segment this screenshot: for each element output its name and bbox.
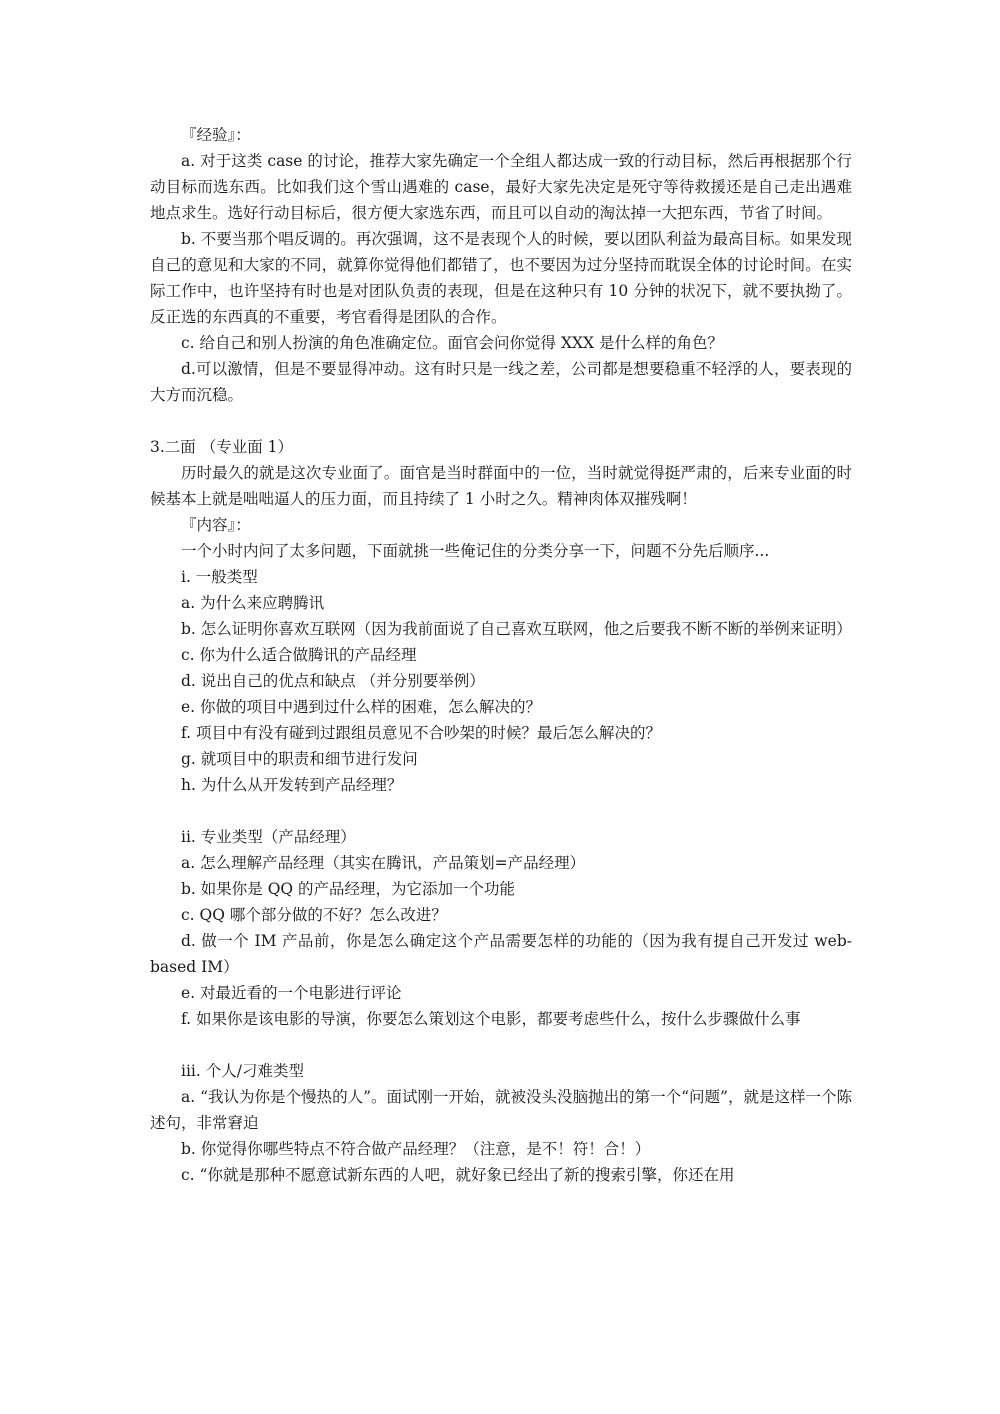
paragraph: h. 为什么从开发转到产品经理？ [181,776,403,794]
paragraph: iii. 个人/刁难类型 [181,1062,304,1080]
paragraph: f. 如果你是该电影的导演，你要怎么策划这个电影，都要考虑些什么，按什么步骤做什么事 [181,1010,801,1028]
paragraph: ii. 专业类型（产品经理） [181,828,356,846]
paragraph: c. QQ 哪个部分做的不好？怎么改进？ [181,906,447,924]
document-body [150,122,852,1188]
paragraph: d.可以激情，但是不要显得冲动。这有时只是一线之差，公司都是想要稳重不轻浮的人，要表现的大方而沉稳。 [150,360,852,404]
paragraph: b. 不要当那个唱反调的。再次强调，这不是表现个人的时候，要以团队利益为最高目标。如果发现自己的意见和大家的不同，就算你觉得他们都错了，也不要因为过分坚持而耽误全体的讨论时间。在实际工作中，也许坚持有时也是对团队负责的表现，但是在这种只有 10 分钟的状况下，就不要执拗了。反正选的东西真的不重要，考官看得是团队的合作。 [150,230,852,326]
paragraph: 『内容』： [181,516,251,534]
paragraph: b. 如果你是 QQ 的产品经理，为它添加一个功能 [181,880,516,898]
blank-line [150,408,852,434]
paragraph: f. 项目中有没有碰到过跟组员意见不合吵架的时候？最后怎么解决的？ [181,724,662,742]
paragraph: c. 给自己和别人扮演的角色准确定位。面官会问你觉得 XXX 是什么样的角色？ [181,334,723,352]
paragraph: 『经验』： [181,126,251,144]
blank-line [150,798,852,824]
paragraph: c. 你为什么适合做腾讯的产品经理 [181,646,417,664]
paragraph: e. 对最近看的一个电影进行评论 [181,984,402,1002]
paragraph: a. “我认为你是个慢热的人”。面试刚一开始，就被没头没脑抛出的第一个“问题”，就是这样一个陈述句，非常窘迫 [150,1088,852,1132]
paragraph: d. 说出自己的优点和缺点 （并分别要举例） [181,672,485,690]
paragraph: e. 你做的项目中遇到过什么样的困难，怎么解决的？ [181,698,542,716]
paragraph: g. 就项目中的职责和细节进行发问 [181,750,418,768]
paragraph: a. 怎么理解产品经理（其实在腾讯，产品策划=产品经理） [181,854,586,872]
paragraph: a. 对于这类 case 的讨论，推荐大家先确定一个全组人都达成一致的行动目标，然后再根据那个行动目标而选东西。比如我们这个雪山遇难的 case，最好大家先决定是死守等待救援还是自己走出遇难地点求生。选好行动目标后，很方便大家选东西，而且可以自动的淘汰掉一大把东西，节省了时间。 [150,152,852,222]
paragraph: d. 做一个 IM 产品前，你是怎么确定这个产品需要怎样的功能的（因为我有提自己开发过 web-based IM） [150,932,852,976]
paragraph: c. “你就是那种不愿意试新东西的人吧，就好象已经出了新的搜索引擎，你还在用 [181,1166,735,1184]
paragraph: b. 你觉得你哪些特点不符合做产品经理？（注意，是不！符！合！） [181,1140,651,1158]
paragraph: 历时最久的就是这次专业面了。面官是当时群面中的一位，当时就觉得挺严肃的，后来专业面的时候基本上就是咄咄逼人的压力面，而且持续了 1 小时之久。精神肉体双摧残啊！ [150,464,852,508]
paragraph: b. 怎么证明你喜欢互联网（因为我前面说了自己喜欢互联网，他之后要我不断不断的举例来证明） [181,620,852,638]
paragraph: 3.二面 （专业面 1） [150,438,294,456]
paragraph: i. 一般类型 [181,568,258,586]
blank-line [150,1032,852,1058]
paragraph: a. 为什么来应聘腾讯 [181,594,325,612]
paragraph: 一个小时内问了太多问题，下面就挑一些俺记住的分类分享一下，问题不分先后顺序... [181,542,770,560]
